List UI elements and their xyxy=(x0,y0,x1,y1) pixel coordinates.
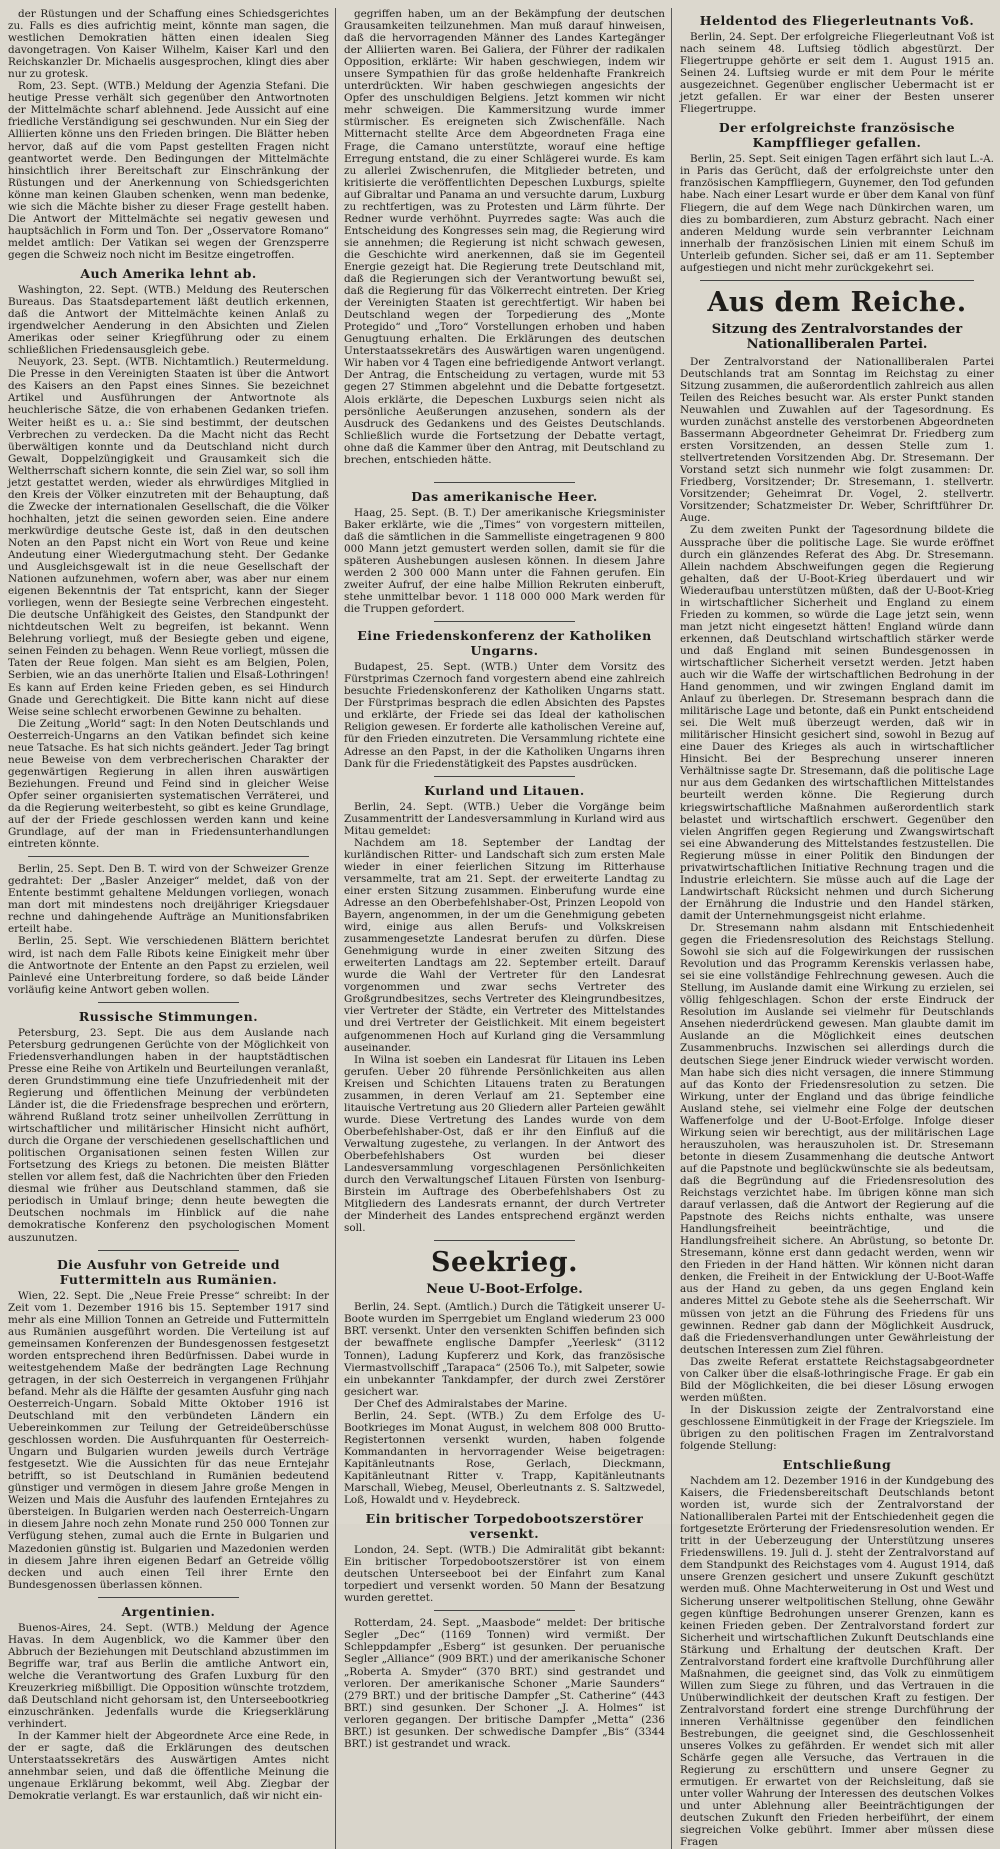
article-paragraph: Rom, 23. Sept. (WTB.) Meldung der Agenzia Stefani. Die heutige Presse verhält sich gegenüber den Antwortnoten der Mittelmächte scharf ablehnend. Jede Aussicht auf eine friedliche Verständigung sei geschwunden. Nur ein Sieg der Alliierten könne uns den Frieden bringen. Die Blätter heben hervor, daß auf die vom Papst gestellten Fragen nicht geantwortet werde. Den Bedingungen der Mittelmächte hinsichtlich ihrer Bereitschaft zur Einschränkung der Rüstungen und der Anerkennung von Schiedsgerichten könne man keinen Glauben schenken, wenn man bedenke, wie sich die Mächte bisher zu dieser Frage gestellt haben. Die Antwort der Mittelmächte sei negativ gewesen und hauptsächlich in Form und Ton. Der „Osservatore Romano“ meldet amtlich: Der Vatikan sei wegen der Grenzsperre gegen die Schweiz noch nicht im Besitze eingetroffen. xyxy=(8,80,329,261)
article-paragraph: der Rüstungen und der Schaffung eines Schiedsgerichtes zu. Falls es dies aufrichtig meint, könnte man sagen, die westlichen Demokratien hätten einen idealen Sieg davongetragen. Von Kaiser Wilhelm, Kaiser Karl und den Reichskanzler Dr. Michaelis ausgesprochen, klingt dies aber nur zu grotesk. xyxy=(8,8,329,81)
article-headline: Kurland und Litauen. xyxy=(424,782,585,798)
article-paragraph: Neuyork, 23. Sept. (WTB. Nichtamtlich.) Reutermeldung. Die Presse in den Vereinigten Staaten ist über die Antwort des Kaisers an den Papst eines Sinnes. Sie bezeichnet Artikel und Ausführungen der Antwortnote als heuchlerische Sätze, die von erhabenen Gedanken triefen. Weiter heißt es u. a.: Sie sind bestimmt, der deutschen Verbrechen zu verdecken. Da die Macht nicht das Recht überwältigen konnte und da Deutschland nicht durch Gewalt, Doppelzüngigkeit und Grausamkeit sich die Weltherrschaft sichern konnte, die sein Ziel war, so soll ihm jetzt gestattet werden, wieder als ehrwürdiges Mitglied in den Kreis der Völker einzutreten mit der Behauptung, daß die Zwecke der internationalen Gesellschaft, die die Völker hochhalten, jetzt die seinen geworden seien. Eine andere merkwürdige deutsche Geste ist, daß in den deutschen Noten an den Papst nicht ein Wort von Reue und keine Andeutung einer Wiedergutmachung steht. Der Gedanke und Ausgleichsgewalt ist in die neue Gesellschaft der Nationen aufzunehmen, wofern aber, was aber nur einem eigenen Bekenntnis der Tat entspricht, kann der Sieger vorliegen, wenn der Besiegte seine Verbrechen eingesteht. Die deutsche Unfähigkeit des Geistes, den Standpunkt der nichtdeutschen Welt zu begreifen, ist bekannt. Wenn Belehrung vorliegt, muß der Besiegte geben und eigene, seinen Feinden zu behagen. Wenn Reue vorliegt, müssen die Taten der Reue folgen. Man sieht es am Belgien, Polen, Serbien, wie an das unerhörte Italien und Elsaß-Lothringen! Es kann auf Erden keine Frieden geben, es sei Hindurch Gnade und Gerechtigkeit. Die Bitte kann nicht auf diese Weise seine schlecht erworbenen Gewinne zu behalten. xyxy=(8,356,329,718)
article-paragraph: Rotterdam, 24. Sept. „Maasbode“ meldet: Der britische Segler „Dec“ (1169 Tonnen) wird vermißt. Der Schleppdampfer „Esberg“ ist gesunken. Der peruanische Segler „Alliance“ (909 BRT.) und der amerikanische Schoner „Roberta A. Smyder“ (370 BRT.) sind gestrandet und verloren. Der amerikanische Schoner „Marie Saunders“ (279 BRT.) und der britische Dampfer „St. Catherine“ (443 BRT.) sind gesunken. Der Schoner „J. A. Holmes“ ist verloren gegangen. Der britische Dampfer „Metta“ (236 BRT.) ist gesunken. Der schwedische Dampfer „Bis“ (3344 BRT.) ist gestrandet und wrack. xyxy=(344,1617,665,1750)
article-paragraph: In der Kammer hielt der Abgeordnete Arce eine Rede, in der er sagte, daß die Erklärungen des deutschen Unterstaatssekretärs des Auswärtigen Amtes nicht annehmbar seien, und daß die öffentliche Meinung die ungenaue Erklärung bekommt, weil Abg. Ziegbar der Demokratie verlangt. Es war erstaunlich, daß wir nicht ein- xyxy=(8,1730,329,1803)
article-paragraph: Nachdem am 18. September der Landtag der kurländischen Ritter- und Landschaft sich zum ersten Male wieder in einer feierlichen Sitzung im Ritterhause versammelte, trat am 21. Sept. der erweiterte Landtag zu einer ersten Sitzung zusammen. Einberufung wurde eine Adresse an den Oberbefehlshaber-Ost, Prinzen Leopold von Bayern, angenommen, in der um die Genehmigung gebeten wird, einige aus allen Berufs- und Volkskreisen zusammengesetzte Landesrat berufen zu dürfen. Diese Genehmigung wurde in einer zweiten Sitzung des erweiterten Landtags am 22. September erteilt. Darauf wurde die Wahl der Vertreter für den Landesrat vorgenommen und zwar sechs Vertreter des Großgrundbesitzes, sechs Vertreter des Kleingrundbesitzes, vier Vertreter der Städte, ein Vertreter des Mittelstandes und drei Vertreter der Geistlichkeit. Mit einem begeistert aufgenommenen Hoch auf Kurland ging die Versammlung auseinander. xyxy=(344,836,665,1054)
article-headline: Die Ausfuhr von Getreide und Futtermitteln aus Rumänien. xyxy=(57,1256,280,1287)
article-paragraph: Zu dem zweiten Punkt der Tagesordnung bildete die Aussprache über die politische Lage. Sie wurde eröffnet durch ein glänzendes Referat des Abg. Dr. Stresemann. Allein nachdem Abschweifungen gegen die Regierung gehalten, daß der U-Boot-Krieg überdauert und wir Wiederaufbau unterstützen müßten, daß der U-Boot-Krieg in wirtschaftlicher Sicherheit und England zu einem Frieden zu kommen, so würde die Lage jetzt sein, wenn man jetzt nicht eingesetzt hätten! England würde dann erkennen, daß Deutschland wirtschaftlich stärker werde und daß England mit seinen Bundesgenossen in wirtschaftlicher Sicherheit versetzt werden. Jetzt haben auch wir die Waffe der wirtschaftlichen Bedrohung in der Hand genommen, und wir zwingen England damit im Anlauf zu überlegen. Dr. Stresemann besprach dann die militärische Lage und betonte, daß ein Punkt entscheidend sei. Die Welt muß überzeugt werden, daß wir in militärischer Hinsicht gesichert sind, sowohl in Bezug auf eine Dauer des Krieges als auch in wirtschaftlicher Hinsicht. Bei der Besprechung unserer inneren Verhältnisse sagte Dr. Stresemann, daß die politische Lage nur aus dem Gedanken des wirtschaftlichen Mittelstandes beurteilt werden könne. Die Regierung durch kriegswirtschaftliche Maßnahmen außerordentlich stark belastet und wirtschaftlich erschwert. Gegenüber den vielen Angriffen gegen Regierung und Zwangswirtschaft sei eine Abwanderung des Mittelstandes festzustellen. Die Regierung müsse in einer Politik den Bindungen der privatwirtschaftlichen Initiative Rechnung tragen und die Industrie erleichtern. Sie müsse auch auf die Lage der Landwirtschaft Rücksicht nehmen und durch Sicherung der Ernährung die Industrie und den Handel stärken, damit der Unternehmungsgeist nicht erlahme. xyxy=(680,524,994,922)
column-left xyxy=(8,8,336,1849)
article-headline: Argentinien. xyxy=(121,1603,216,1619)
article-paragraph: Berlin, 24. Sept. Der erfolgreiche Fliegerleutnant Voß ist nach seinem 48. Luftsieg tödlich abgestürzt. Der Fliegertruppe gehörte er seit dem 1. August 1915 an. Seinen 24. Luftsieg wurde er mit dem Pour le mérite ausgezeichnet. Gegenüber englischer Uebermacht ist er jetzt gefallen. Er war einer der Besten unserer Fliegertruppe. xyxy=(680,31,994,116)
article-paragraph: Budapest, 25. Sept. (WTB.) Unter dem Vorsitz des Fürstprimas Czernoch fand vorgestern abend eine zahlreich besuchte Friedenskonferenz der Katholiken Ungarns statt. Der Fürstprimas besprach die edlen Absichten des Papstes und erklärte, der Friede sei das Ideal der katholischen Religion gewesen. Er forderte alle katholischen Vereine auf, für den Frieden einzutreten. Die Versammlung richtete eine Adresse an den Papst, in der die Katholiken Ungarns ihren Dank für die Friedenstätigkeit des Papstes ausdrücken. xyxy=(344,661,665,770)
column-rule xyxy=(98,1250,239,1251)
article-headline: Heldentod des Fliegerleutnants Voß. xyxy=(699,13,975,28)
column-rule xyxy=(434,482,575,483)
column-right xyxy=(680,8,1000,1849)
article-paragraph: Buenos-Aires, 24. Sept. (WTB.) Meldung der Agence Havas. In dem Augenblick, wo die Kammer über den Abbruch der Beziehungen mit Deutschland abzustimmen im Begriffe war, traf aus Berlin die amtliche Antwort ein, welche die Verantwortung des Grafen Luxburg für den Kreuzerkrieg mißbilligt. Die Opposition wünschte trotzdem, daß Deutschland nicht gehorsam ist, den Unterseebootkrieg einzuschränken. Jedenfalls wurde die Kriegserklärung verhindert. xyxy=(8,1621,329,1731)
article-paragraph: Nachdem am 12. Dezember 1916 in der Kundgebung des Kaisers, die Friedensbereitschaft Deutschlands betont worden ist, wurde sich der Zentralvorstand der Nationalliberalen Partei mit der Entschiedenheit gegen die fortgesetzte Erörterung der Friedensresolution wenden. Er tritt in der Ueberzeugung der Unterstützung unseres Friedenswillens. 19. Juli d. J. steht der Zentralvorstand auf dem Standpunkt des Reichstages vom 4. August 1914, daß unsere Grenzen gesichert und unsere Zukunft geschützt werden muß. Ohne Machterweiterung in Ost und West und Sicherung unserer weltpolitischen Stellung, ohne Gewähr gegen künftige Bedrohungen unserer Grenzen, kann es keinen Frieden geben. Der Zentralvorstand fordert zur Sicherheit und wirtschaftlichen Zukunft Deutschlands eine Stärkung und Erhaltung der deutschen Kraft. Der Zentralvorstand fordert eine kraftvolle Durchführung aller Maßnahmen, die geeignet sind, das Volk zu einmütigem Willen zum Siege zu führen, und das Vertrauen in die Unüberwindlichkeit der deutschen Kraft zu festigen. Der Zentralvorstand fordert eine strenge Durchführung der inneren Verhältnisse gegenüber den feindlichen Bestrebungen, die geeignet sind, die Geschlossenheit unseres Volkes zu gefährden. Er wendet sich mit aller Schärfe gegen alle Versuche, das Vertrauen in die Regierung zu erschüttern und unsere Gegner zu ermutigen. Er erwartet von der Reichsleitung, daß sie unter voller Wahrung der Interessen des deutschen Volkes und unter Ablehnung aller Beeinträchtigungen der deutschen Zukunft den Frieden herbeiführt, der einem siegreichen Volke gebührt. Immer aber müssen diese Fragen xyxy=(680,1475,994,1849)
article-paragraph: Berlin, 25. Sept. Wie verschiedenen Blättern berichtet wird, ist nach dem Falle Ribots keine Einigkeit mehr über die Antwortnote der Entente an den Papst zu erzielen, weil Painlevé eine Unterbreitung fordere, so daß beide Länder vorläufig keine Antwort geben wollen. xyxy=(8,935,329,996)
column-grid xyxy=(8,8,994,1849)
article-headline: Der erfolgreichste französische Kampfflieger gefallen. xyxy=(718,120,956,151)
article-paragraph: Das zweite Referat erstattete Reichstagsabgeordneter von Calker über die elsaß-lothringische Frage. Er gab ein Bild der Möglichkeiten, die bei dieser Lösung erwogen werden müßten. xyxy=(680,1355,994,1404)
column-rule xyxy=(700,280,974,281)
article-paragraph: Die Zeitung „World“ sagt: In den Noten Deutschlands und Oesterreich-Ungarns an den Vatikan befindet sich keine neue Tatsache. Es hat sich nichts geändert. Jeder Tag bringt neue Beweise von dem verbrecherischen Charakter der gegenwärtigen Regierung in allen ihren auswärtigen Beziehungen. Freund und Feind sind in gleicher Weise Opfer seiner organisierten systematischen Verräterei, und da die Regierung weiterbesteht, so gibt es keine Grundlage, auf der der Friede geschlossen werden kann und keine Grundlage, auf der man in Friedensunterhandlungen eintreten könnte. xyxy=(8,717,329,851)
column-rule xyxy=(434,1240,575,1241)
article-headline: Eine Friedenskonferenz der Katholiken Ungarns. xyxy=(357,628,652,659)
section-title: Aus dem Reiche. xyxy=(707,286,967,318)
article-subheadline: Neue U-Boot-Erfolge. xyxy=(426,1282,583,1298)
column-rule xyxy=(434,621,575,622)
article-paragraph: Petersburg, 23. Sept. Die aus dem Auslande nach Petersburg gedrungenen Gerüchte von der Möglichkeit von Friedensverhandlungen haben in der hauptstädtischen Presse eine Reihe von Artikeln und Beurteilungen veranlaßt, deren Grundstimmung eine tiefe Unzufriedenheit mit der Regierung und öffentlichen Meinung der verbündeten Länder ist, die die Friedensfrage besprechen und erörtern, während Rußland trotz seiner unheilvollen Zerrüttung in wirtschaftlicher und militärischer Hinsicht nicht aufhört, durch die Organe der verschiedenen gesellschaftlichen und politischen Organisationen seinen festen Willen zur Fortsetzung des Kriegs zu betonen. Die meisten Blätter stellen vor allem fest, daß die Nachrichten über den Frieden diesmal wie früher aus Deutschland stammen, daß sie periodisch in Umlauf bringe; denn heute bewegten die Deutschen nochmals im Hinblick auf die nahe demokratische Konferenz den psychologischen Moment auszunutzen. xyxy=(8,1026,329,1244)
article-paragraph: Wien, 22. Sept. Die „Neue Freie Presse“ schreibt: In der Zeit vom 1. Dezember 1916 bis 15. September 1917 sind mehr als eine Million Tonnen an Getreide und Futtermitteln aus Rumänien ausgeführt worden. Die Verteilung ist auf gemeinsamen Konferenzen der Bundesgenossen festgesetzt worden entsprechend ihren Bedürfnissen. Dabei wurde in weitestgehendem Maße der bedrängten Lage Rechnung getragen, in der sich Oesterreich in vergangenen Frühjahr befand. Mehr als die Hälfte der gesamten Ausfuhr ging nach Oesterreich-Ungarn. Sobald Mitte Oktober 1916 ist Deutschland mit den verbündeten Ländern ein Uebereinkommen zur Teilung der Getreideüberschüsse geschlossen worden. Die Ausfuhrquanten für Oesterreich-Ungarn und Bulgarien wurden jeweils durch Verträge festgesetzt. Wie die Aussichten für das neue Erntejahr betrifft, so ist Deutschland in Rumänien bedeutend günstiger und vermögen in diesem Jahre große Mengen in Weizen und Mais die Ausfuhr des laufenden Erntejahres zu übersteigen. In Bulgarien werden nach Oesterreich-Ungarn in diesem Jahre noch zehn Monate rund 250 000 Tonnen zur Verfügung stehen, zumal auch die Ernte in Bulgarien und Mazedonien günstig ist. Bulgarien und Mazedonien werden in diesem Jahre ihren eigenen Bedarf an Getreide völlig decken und auch einen Teil ihrer Ernte den Bundesgenossen überlassen können. xyxy=(8,1289,329,1591)
article-paragraph: Berlin, 25. Sept. Den B. T. wird von der Schweizer Grenze gedrahtet: Der „Basler Anzeiger“ meldet, daß von der Entente bestimmt gehaltene Meldungen vorliegen, wonach man dort mit mindestens noch dreijähriger Kriegsdauer rechne und dahingehende Aufträge an Munitionsfabriken erteilt habe. xyxy=(8,863,329,936)
article-paragraph: Berlin, 24. Sept. (Amtlich.) Durch die Tätigkeit unserer U-Boote wurden im Sperrgebiet um England wiederum 23 000 BRT. versenkt. Unter den versenkten Schiffen befinden sich der bewaffnete englische Dampfer „Yeerlesk“ (3112 Tonnen), Ladung Kupfererz und Kork, das französische Viermastvollschiff „Tarapaca“ (2506 To.), mit Salpeter, sowie ein unbekannter Tankdampfer, der durch zwei Zerstörer gesichert war. xyxy=(344,1301,665,1398)
column-rule xyxy=(98,1597,239,1598)
column-rule xyxy=(434,1610,575,1611)
article-paragraph: gegriffen haben, um an der Bekämpfung der deutschen Grausamkeiten teilzunehmen. Man muß darauf hinweisen, daß die hervorragenden Männer des Landes Kartegänger der Alliierten waren. Bei Galiera, der Führer der radikalen Opposition, erklärte: Wir haben geschwiegen, indem wir unsere Sympathien für das große heldenhafte Frankreich unterdrückten. Wir haben geschwiegen angesichts der Opfer des unschuldigen Belgiens. Jetzt kommen wir nicht mehr schweigen. Die Kammersitzung wurde immer stürmischer. Es ereigneten sich Zwischenfälle. Nach Mitternacht stellte Arce dem Abgeordneten Fraga eine Frage, die Camano unterstützte, worauf eine heftige Erregung entstand, die zu einer Schlägerei wurde. Es kam zu allerlei Zwischenrufen, die Mitglieder betreten, und kritisierte die veröffentlichten Depeschen Luxburgs, spielte auf Gibraltar und Panama an und versuchte darum, Luxburg zu rechtfertigen, was zu Protesten und Lärm führte. Der Redner wurde verhöhnt. Puyrredes sagte: Was auch die Entscheidung des Kongresses sein mag, die Regierung wird sie annehmen; die Regierung ist nicht schwach gewesen, die Geschichte wird anerkennen, daß sie im Gegenteil Energie gezeigt hat. Die Regierung trete Deutschland mit, daß die Regierungen sich der Verantwortung bewußt sei, daß die Regierung für das Völkerrecht eintreten. Der Krieg der Vereinigten Staaten ist gerechtfertigt. Wir haben bei Deutschland wegen der Torpedierung des „Monte Protegido“ und „Toro“ Vorstellungen erhoben und haben Genugtuung erhalten. Die Erklärungen des deutschen Unterstaatssekretärs des Auswärtigen waren ungenügend. Wir haben vor 4 Tagen eine befriedigende Antwort verlangt. Der Antrag, die Entscheidung zu vertagen, wurde mit 53 gegen 27 Stimmen abgelehnt und die Debatte fortgesetzt. Alois erklärte, die Depeschen Luxburgs seien nicht als persönliche Aeußerungen anzusehen, sondern als der Ausdruck des Gedankens und des Geistes Deutschlands. Schließlich wurde die Fortsetzung der Debatte vertagt, ohne daß die Kammer über den Antrag, mit Deutschland zu brechen, entschieden hätte. xyxy=(344,8,665,466)
column-rule xyxy=(434,776,575,777)
article-paragraph: Dr. Stresemann nahm alsdann mit Entschiedenheit gegen die Friedensresolution des Reichstags Stellung. Sowohl sie sich auf die Folgewirkungen der russischen Revolution und das Programm Kerenskis verlassen habe, sei sie eine vollständige Fehlrechnung gewesen. Auch die Stellung, im Auslande damit eine Wirkung zu erzielen, sei völlig fehlgeschlagen. Schon der erste Eindruck der Resolution im Auslande sei vielmehr für Deutschlands Ansehen niederdrückend gewesen. Man glaubte damit im Auslande an die Möglichkeit eines deutschen Zusammenbruchs. Inzwischen sei allerdings durch die deutschen Siege jener Eindruck wieder verwischt worden. Man habe sich dies nicht versagen, die innere Stimmung auf das Konto der Friedensresolution zu setzen. Die Wirkung, unter der England und das übrige feindliche Ausland stehe, sei vielmehr eine Folge der deutschen Waffenerfolge und der U-Boot-Erfolge. Infolge dieser Wirkung seien wir berechtigt, aus der militärischen Lage herauszuholen, was herauszuholen ist. Dr. Stresemann betonte in diesem Zusammenhang die deutsche Antwort auf die Papstnote und beglückwünschte sie als bedeutsam, daß die Begründung auf die Friedensresolution des Reichstags verzichtet habe. Im übrigen könne man sich darauf verlassen, daß die Antwort der Regierung auf die Papstnote des Reichs nichts enthalte, was unsere Handlungsfreiheit beeinträchtige, und die Handlungsfreiheit sichere. An Abrüstung, so betonte Dr. Stresemann, könne erst dann gedacht werden, wenn wir den Frieden in der Hand hätten. Wir können nicht daran denken, die Freiheit in der Entwicklung der U-Boot-Waffe aus der Hand zu geben, da uns gegen England kein anderes Mittel zu Gebote stehe als die Seeherrschaft. Wir müssen von jetzt an die Führung des Friedens für uns gewinnen. Redner gab dann der Möglichkeit Ausdruck, daß die Friedensverhandlungen unter Gewährleistung der deutschen Interessen zum Ziel führen. xyxy=(680,922,994,1356)
article-headline: Das amerikanische Heer. xyxy=(411,488,598,504)
article-paragraph: Der Zentralvorstand der Nationalliberalen Partei Deutschlands trat am Sonntag im Reichstag zu einer Sitzung zusammen, die außerordentlich zahlreich aus allen Teilen des Reiches besucht war. Als erster Punkt standen Neuwahlen und Zuwahlen auf der Tagesordnung. Es wurden zunächst anstelle des verstorbenen Abgeordneten Bassermann Abgeordneter Geheimrat Dr. Friedberg zum ersten Vorsitzenden, an dessen Stelle zum 1. stellvertretenden Vorsitzenden Abg. Dr. Stresemann. Der Vorstand setzt sich nunmehr wie folgt zusammen: Dr. Friedberg, Vorsitzender; Dr. Stresemann, 1. stellvertr. Vorsitzender; Geheimrat Dr. Vogel, 2. stellvertr. Vorsitzender; Schatzmeister Dr. Weber, Schriftführer Dr. Auge. xyxy=(680,355,994,525)
article-paragraph: Haag, 25. Sept. (B. T.) Der amerikanische Kriegsminister Baker erklärte, wie die „Times“ von vorgestern mitteilen, daß die sämtlichen in die Sammelliste eingetragenen 9 800 000 Mann jetzt gemustert werden sollen, damit sie für die späteren Aushebungen auslesen können. In diesem Jahre werden 2 300 000 Mann unter die Fahnen gerufen. Ein zweiter Aufruf, der eine halbe Million Rekruten einberuft, stehe unmittelbar bevor. 1 118 000 000 Mark werden für die Truppen gefordert. xyxy=(344,506,665,616)
article-paragraph: Berlin, 24. Sept. (WTB.) Ueber die Vorgänge beim Zusammentritt der Landesversammlung in Kurland wird aus Mitau gemeldet: xyxy=(344,800,665,837)
article-subheadline: Sitzung des Zentralvorstandes der Nationalliberalen Partei. xyxy=(711,321,963,352)
column-rule xyxy=(98,1002,239,1003)
article-headline: Ein britischer Torpedobootszerstörer versenkt. xyxy=(365,1511,644,1542)
article-paragraph: In Wilna ist soeben ein Landesrat für Litauen ins Leben gerufen. Ueber 20 führende Persönlichkeiten aus allen Kreisen und Schichten Litauens traten zu Beratungen zusammen, in deren Verlauf am 21. September eine litauische Vertretung aus 20 Gliedern aller Parteien gewählt wurde. Diese Vertretung des Landes wurde von dem Oberbefehlshaber-Ost, daß er ihr den Einfluß auf die Verwaltung zugestehe, zu verlangen. In der Antwort des Oberbefehlshabers Ost wurden bei dieser Landesversammlung vorgeschlagenen Persönlichkeiten durch den Verwaltungschef Litauen Fürsten von Isenburg-Birstein im Auftrage des Oberbefehlshabers Ost zu Mitgliedern des Landesrats ernannt, der durch Vertreter der Minderheit des Landes entsprechend ergänzt werden soll. xyxy=(344,1053,665,1235)
article-paragraph: Berlin, 25. Sept. Seit einigen Tagen erfährt sich laut L.-A. in Paris das Gerücht, daß der erfolgreichste unter den französischen Kampffliegern, Guynemer, den Tod gefunden habe. Nach einer Lesart wurde er über dem Kanal von fünf Fliegern, die auf dem Wege nach Dünkirchen waren, um dies zu bombardieren, zum Absturz gebracht. Nach einer anderen Meldung wurde sein verbrannter Leichnam innerhalb der französischen Linien mit einem Schuß im Unterleib gefunden. Sicher sei, daß er am 11. September aufgestiegen und nicht mehr zurückgekehrt sei. xyxy=(680,153,994,274)
column-middle xyxy=(344,8,672,1849)
article-paragraph: Der Chef des Admiralstabes der Marine. xyxy=(354,1397,568,1410)
article-paragraph: London, 24. Sept. (WTB.) Die Admiralität gibt bekannt: Ein britischer Torpedobootszerstörer ist von einem deutschen Unterseeboot bei der Einfahrt zum Kanal torpediert und versenkt worden. 50 Mann der Besatzung wurden gerettet. xyxy=(344,1544,665,1605)
article-headline: Russische Stimmungen. xyxy=(78,1008,259,1024)
article-headline: Auch Amerika lehnt ab. xyxy=(80,265,257,281)
section-title: Seekrieg. xyxy=(430,1247,578,1279)
article-paragraph: In der Diskussion zeigte der Zentralvorstand eine geschlossene Einmütigkeit in der Frage der Kriegsziele. Im übrigen zu den politischen Fragen im Zentralvorstand folgende Stellung: xyxy=(680,1403,994,1453)
article-paragraph: Berlin, 24. Sept. (WTB.) Zu dem Erfolge des U-Bootkrieges im Monat August, in welchem 808 000 Brutto-Registertonnen versenkt wurden, haben folgende Kommandanten in hervorragender Weise beigetragen: Kapitänleutnants Rose, Gerlach, Dieckmann, Kapitänleutnant Ritter v. Trapp, Kapitänleutnants Marschall, Wiebeg, Meusel, Oberleutnants z. S. Saltzwedel, Loß, Howaldt und v. Heydebreck. xyxy=(344,1409,665,1507)
article-paragraph: Washington, 22. Sept. (WTB.) Meldung des Reuterschen Bureaus. Das Staatsdepartement läßt deutlich erkennen, daß die Antwort der Mittelmächte keinen Anlaß zu irgendwelcher Aenderung in den Absichten und Zielen Amerikas oder seiner Kriegführung oder zu einem schließlichen Friedensausgleich gebe. xyxy=(8,283,329,357)
article-headline: Entschließung xyxy=(782,1457,892,1473)
spacer xyxy=(344,466,665,476)
column-rule xyxy=(28,856,309,857)
